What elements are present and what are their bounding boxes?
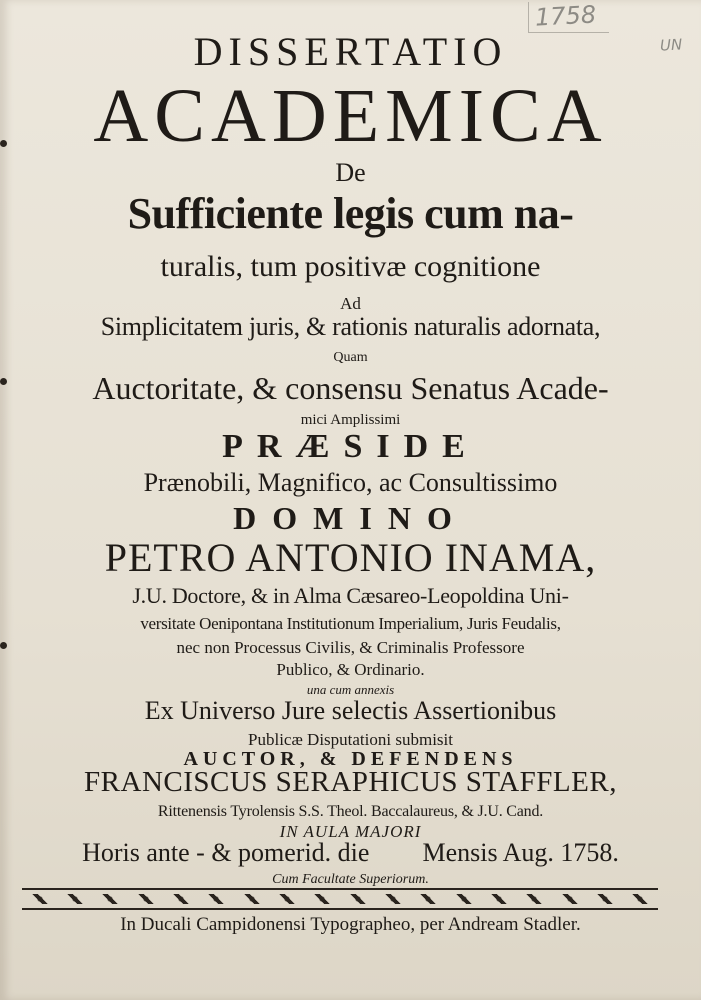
praeses-name: PETRO ANTONIO INAMA, xyxy=(104,535,597,580)
auctor-name: FRANCISCUS SERAPHICUS STAFFLER, xyxy=(84,766,617,798)
praeses-titles: Prænobili, Magnifico, ac Consultissimo xyxy=(143,468,558,497)
ornament-motif xyxy=(385,894,401,904)
praeses-desc-2: versitate Oenipontana Institutionum Imperialium, Juris Feudalis, xyxy=(140,614,561,633)
heading-dissertatio: DISSERTATIO xyxy=(193,29,508,74)
title-de: De xyxy=(335,158,366,187)
ornament-motif xyxy=(632,894,648,904)
event-month: Mensis Aug. 1758. xyxy=(422,838,619,867)
auctor-desc: Rittenensis Tyrolensis S.S. Theol. Baccalaureus, & J.U. Cand. xyxy=(157,803,544,820)
ornament-motif xyxy=(138,894,154,904)
una-cum-annexis: una cum annexis xyxy=(306,682,395,697)
ornament-motif xyxy=(244,894,260,904)
event-place: IN AULA MAJORI xyxy=(279,822,422,841)
cum-facultate: Cum Facultate Superiorum. xyxy=(272,872,429,887)
ornament-motif xyxy=(279,894,295,904)
ornament-motif xyxy=(67,894,83,904)
heading-academica: ACADEMICA xyxy=(93,74,608,158)
ornament-motif xyxy=(173,894,189,904)
ornament-motif xyxy=(208,894,224,904)
ornament-motif xyxy=(597,894,613,904)
title-line-3: Simplicitatem juris, & rationis naturalis adornata, xyxy=(100,312,601,341)
ornament-motif xyxy=(562,894,578,904)
title-ad: Ad xyxy=(340,294,361,313)
margin-pencil-note: UN xyxy=(659,35,683,55)
event-hours: Horis ante - & pomerid. die xyxy=(82,838,370,867)
printer-ornament-band xyxy=(22,888,658,910)
year-pencil-note: 1758 xyxy=(534,0,597,32)
ornament-motif xyxy=(491,894,507,904)
auctor-label: AUCTOR, & DEFENDENS xyxy=(183,748,518,770)
title-line-5: mici Amplissimi xyxy=(300,412,401,428)
ornament-motif xyxy=(102,894,118,904)
ornament-motif xyxy=(526,894,542,904)
title-quam: Quam xyxy=(333,350,368,365)
theses-line-1: Ex Universo Jure selectis Assertionibus xyxy=(144,696,557,725)
title-line-2: turalis, tum positivæ cognitione xyxy=(160,250,541,283)
title-line-4: Auctoritate, & consensu Senatus Acade- xyxy=(92,370,609,406)
theses-line-2: Publicæ Disputationi submisit xyxy=(248,730,453,749)
praeses-desc-4: Publico, & Ordinario. xyxy=(276,660,425,679)
ornament-motif xyxy=(350,894,366,904)
ornament-motif xyxy=(314,894,330,904)
praeside-heading: PRÆSIDE xyxy=(222,428,479,465)
praeses-desc-3: nec non Processus Civilis, & Criminalis Professore xyxy=(176,638,525,657)
ornament-motif xyxy=(420,894,436,904)
imprint-line: In Ducali Campidonensi Typographeo, per Andream Stadler. xyxy=(120,914,581,935)
title-line-1: Sufficiente legis cum na- xyxy=(127,189,574,238)
ornament-motif xyxy=(32,894,48,904)
domino-heading: DOMINO xyxy=(233,500,468,536)
praeses-desc-1: J.U. Doctore, & in Alma Cæsareo-Leopoldina Uni- xyxy=(132,583,569,608)
ornament-motif xyxy=(456,894,472,904)
event-date-row xyxy=(0,838,701,868)
